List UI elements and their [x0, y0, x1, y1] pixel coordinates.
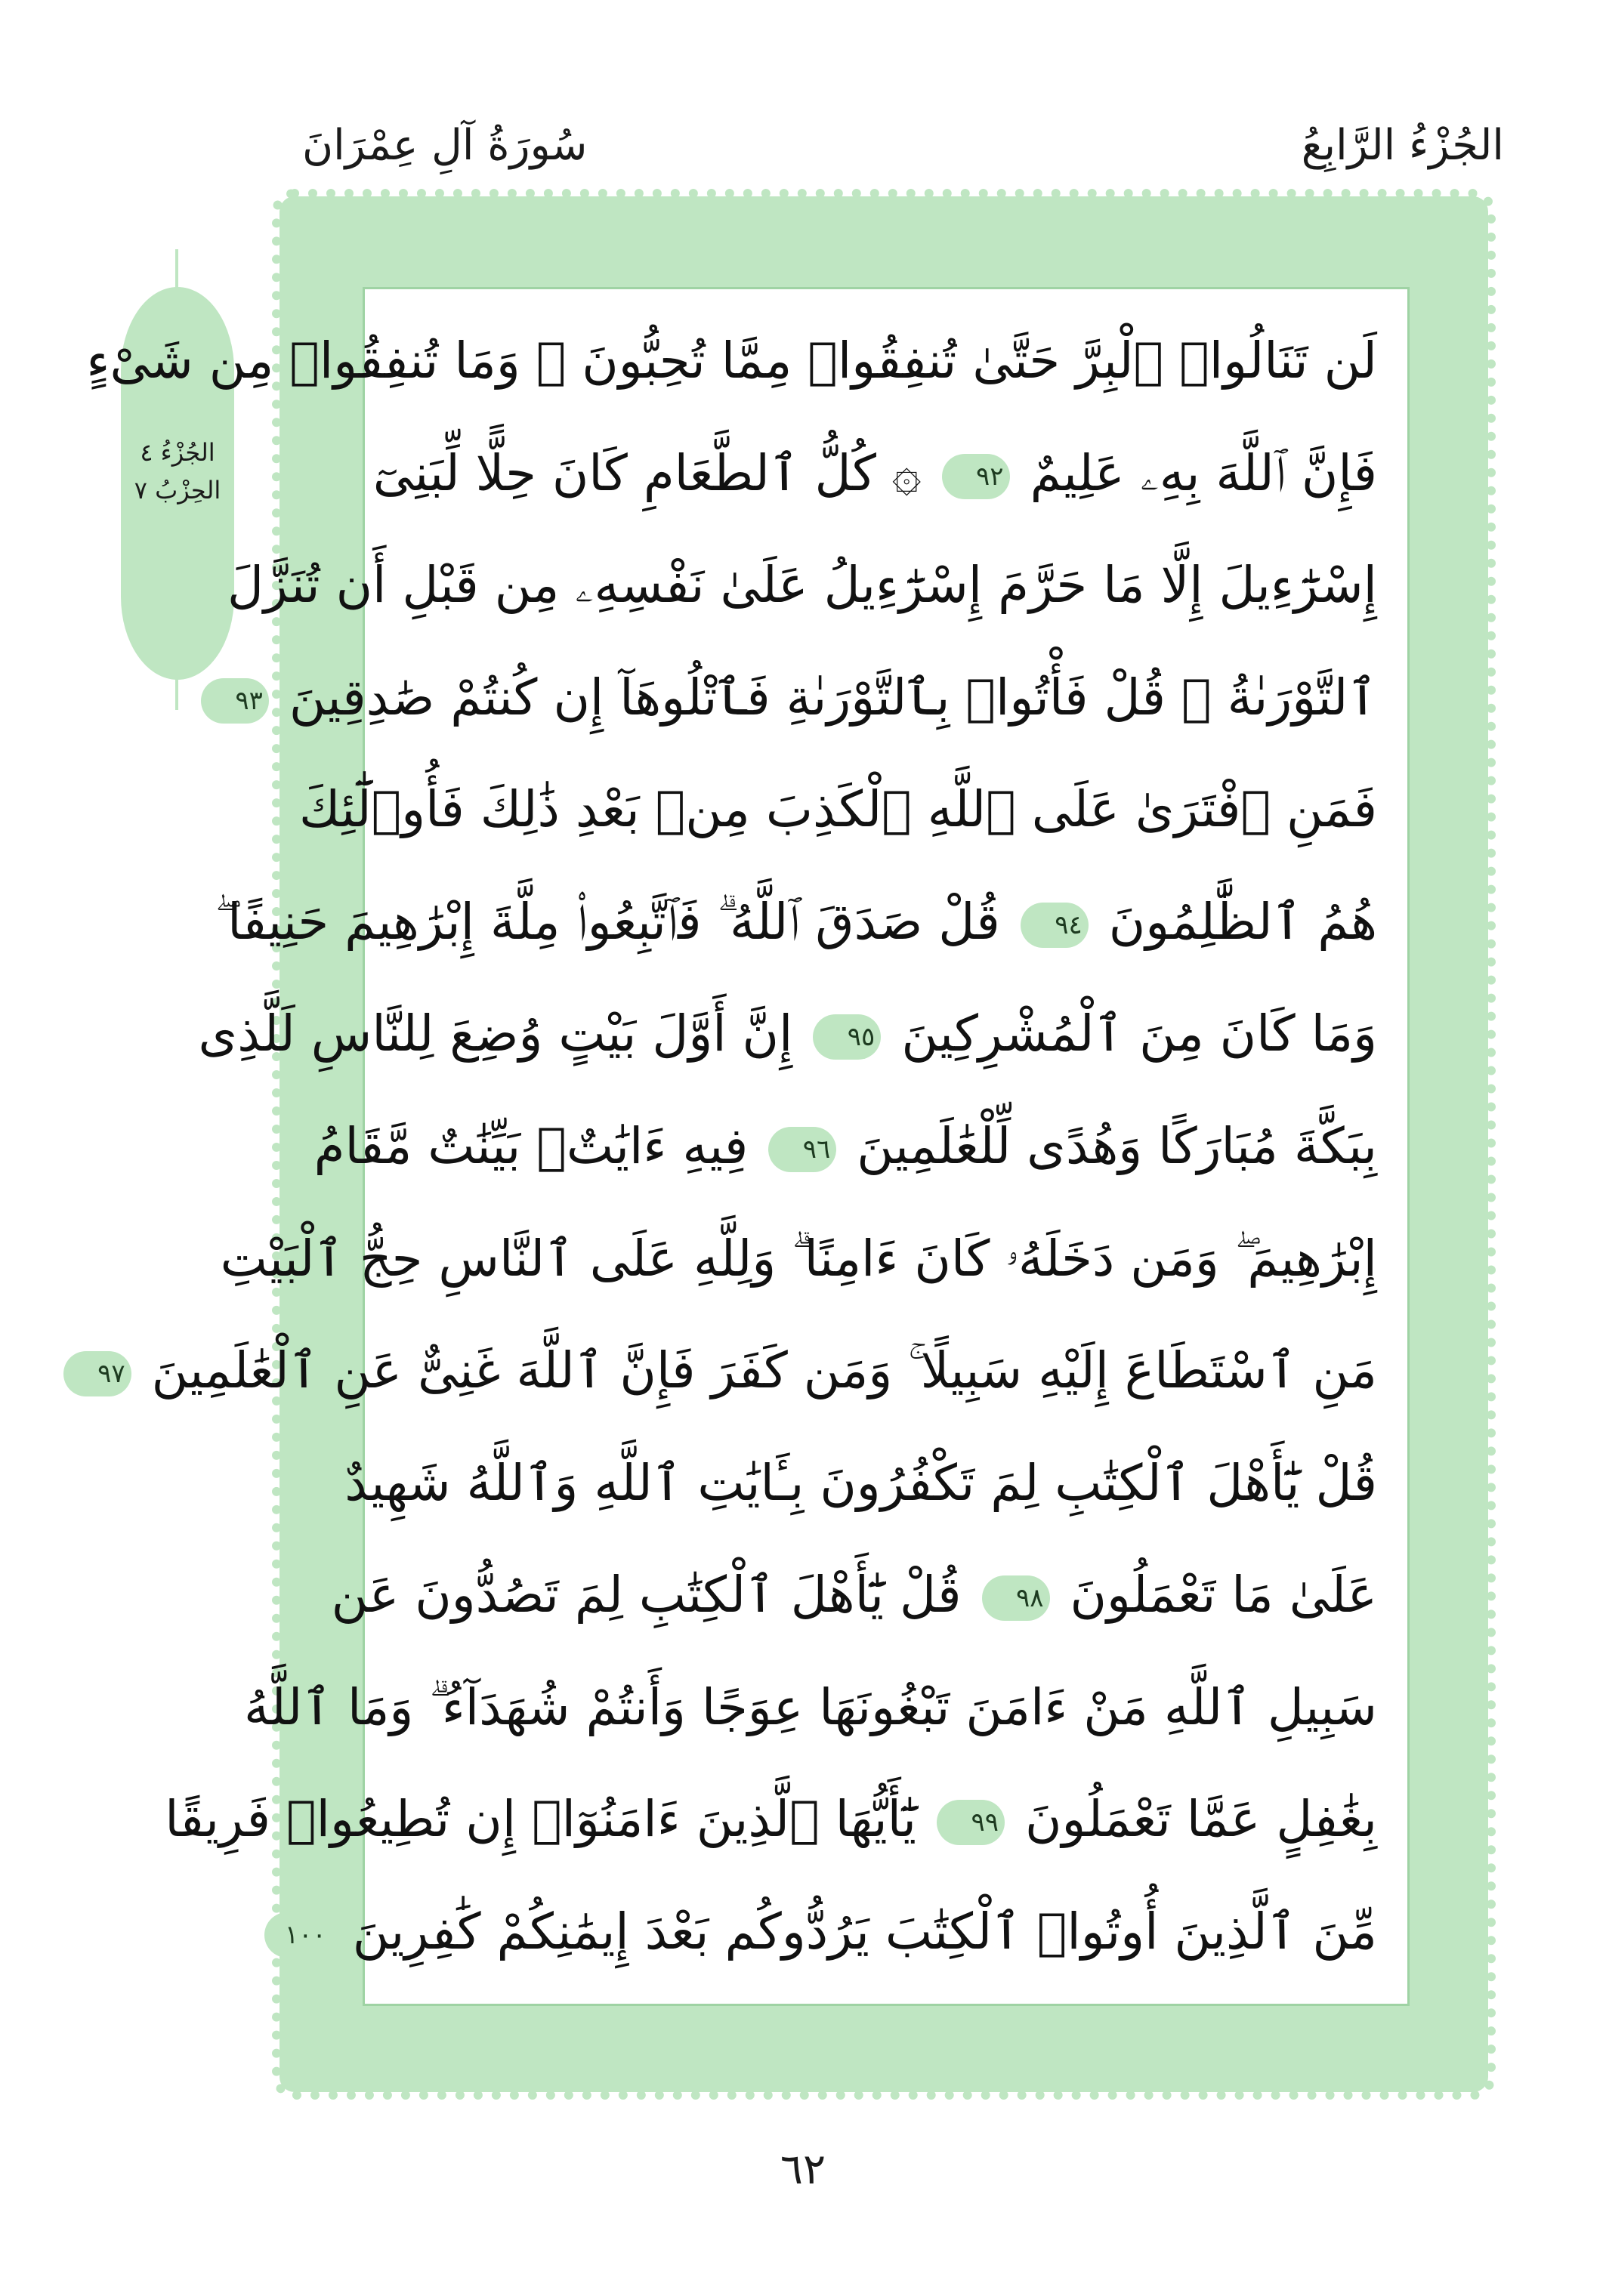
ayah-number-marker: ١٠٠ — [264, 1912, 332, 1958]
verse-line-14 — [165, 1778, 1377, 1861]
line-text: هُمُ ٱلظَّٰلِمُونَ — [1108, 892, 1377, 951]
ayah-number-marker: ٩٦ — [768, 1127, 836, 1172]
verse-line-13 — [243, 1666, 1377, 1749]
juz-title: الجُزْءُ الرَّابِعُ — [1301, 121, 1504, 170]
verse-line-5 — [298, 768, 1377, 851]
verse-line-1 — [86, 319, 1377, 403]
line-text: مِّنَ ٱلَّذِينَ أُوتُوا۟ ٱلْكِتَٰبَ يَرُدُّوكُم بَعْدَ إِيمَٰنِكُمْ كَٰفِرِينَ — [352, 1902, 1377, 1961]
verse-line-9 — [220, 1217, 1377, 1301]
verse-line-4 — [235, 656, 1377, 739]
ayah-number-marker: ٩٤ — [1021, 903, 1089, 948]
marker-stem-bottom — [175, 672, 178, 710]
line-text-after: ۞ كُلُّ ٱلطَّعَامِ كَانَ حِلًّا لِّبَنِىٓ — [372, 443, 922, 502]
verse-line-10 — [97, 1329, 1377, 1412]
line-text: لَن تَنَالُوا۟ ٱلْبِرَّ حَتَّىٰ تُنفِقُوا۟ مِمَّا تُحِبُّونَ ۚ وَمَا تُنفِقُوا۟ مِن شَىْءٍ — [86, 332, 1377, 390]
ayah-number-marker: ٩٢ — [942, 454, 1010, 499]
line-text: بِغَٰفِلٍ عَمَّا تَعْمَلُونَ — [1025, 1790, 1377, 1849]
ayah-number-marker: ٩٣ — [201, 678, 269, 724]
verse-line-2 — [372, 432, 1377, 515]
line-text: قُلْ يَٰٓأَهْلَ ٱلْكِتَٰبِ لِمَ تَكْفُرُونَ بِـَٔايَٰتِ ٱللَّهِ وَٱللَّهُ شَهِيدٌ — [344, 1453, 1377, 1512]
page-number: ٦٢ — [780, 2145, 826, 2194]
verse-line-8 — [313, 1105, 1377, 1188]
verse-line-11 — [344, 1442, 1377, 1525]
ayah-number-marker: ٩٩ — [937, 1800, 1005, 1845]
line-text-after: قُلْ صَدَقَ ٱللَّهُ ۗ فَٱتَّبِعُوا۟ مِلَّةَ إِبْرَٰهِيمَ حَنِيفًا ۖ — [215, 892, 1000, 951]
surah-title: سُورَةُ آلِ عِمْرَانَ — [302, 121, 588, 170]
line-text: إِسْرَٰٓءِيلَ إِلَّا مَا حَرَّمَ إِسْرَٰٓءِيلُ عَلَىٰ نَفْسِهِۦ مِن قَبْلِ أَن تُنَزَّلَ — [227, 556, 1377, 615]
line-text-after: قُلْ يَٰٓأَهْلَ ٱلْكِتَٰبِ لِمَ تَصُدُّونَ عَن — [331, 1566, 962, 1625]
ayah-number-marker: ٩٥ — [813, 1014, 881, 1060]
line-text: بِبَكَّةَ مُبَارَكًا وَهُدًى لِّلْعَٰلَمِينَ — [857, 1116, 1377, 1175]
line-text: ٱلتَّوْرَىٰةُ ۗ قُلْ فَأْتُوا۟ بِٱلتَّوْرَىٰةِ فَٱتْلُوهَآ إِن كُنتُمْ صَٰدِقِينَ — [289, 668, 1377, 727]
line-text: فَإِنَّ ٱللَّهَ بِهِۦ عَلِيمٌ — [1030, 443, 1377, 502]
line-text: سَبِيلِ ٱللَّهِ مَنْ ءَامَنَ تَبْغُونَهَا عِوَجًا وَأَنتُمْ شُهَدَآءُ ۗ وَمَا ٱللَّهُ — [243, 1677, 1377, 1736]
line-text: إِبْرَٰهِيمَ ۖ وَمَن دَخَلَهُۥ كَانَ ءَامِنًا ۗ وَلِلَّهِ عَلَى ٱلنَّاسِ حِجُّ ٱلْبَيْتِ — [220, 1229, 1377, 1288]
ayah-number-marker: ٩٨ — [982, 1575, 1050, 1621]
verse-line-12 — [331, 1554, 1377, 1637]
verse-line-15 — [284, 1890, 1377, 1974]
line-text: مَنِ ٱسْتَطَاعَ إِلَيْهِ سَبِيلًا ۚ وَمَن كَفَرَ فَإِنَّ ٱللَّهَ غَنِىٌّ عَنِ ٱلْعَٰلَمِينَ — [151, 1341, 1377, 1400]
line-text: عَلَىٰ مَا تَعْمَلُونَ — [1070, 1566, 1377, 1625]
marker-juz-label: الجُزْءُ ٤ — [140, 438, 215, 467]
line-text: فَمَنِ ٱفْتَرَىٰ عَلَى ٱللَّهِ ٱلْكَذِبَ مِنۢ بَعْدِ ذَٰلِكَ فَأُو۟لَٰٓئِكَ — [298, 780, 1377, 839]
ayah-number-marker: ٩٧ — [63, 1351, 131, 1396]
line-text-after: إِنَّ أَوَّلَ بَيْتٍ وُضِعَ لِلنَّاسِ لَلَّذِى — [198, 1004, 793, 1063]
line-text-after: يَٰٓأَيُّهَا ٱلَّذِينَ ءَامَنُوٓا۟ إِن تُطِيعُوا۟ فَرِيقًا — [165, 1790, 917, 1849]
verse-line-7 — [198, 992, 1377, 1075]
verse-line-6 — [215, 881, 1377, 964]
verse-line-3 — [227, 544, 1377, 627]
marker-hizb-label: الحِزْبُ ٧ — [134, 476, 221, 505]
line-text: وَمَا كَانَ مِنَ ٱلْمُشْرِكِينَ — [901, 1004, 1377, 1063]
line-text-after: فِيهِ ءَايَٰتٌۢ بَيِّنَٰتٌ مَّقَامُ — [313, 1116, 749, 1175]
